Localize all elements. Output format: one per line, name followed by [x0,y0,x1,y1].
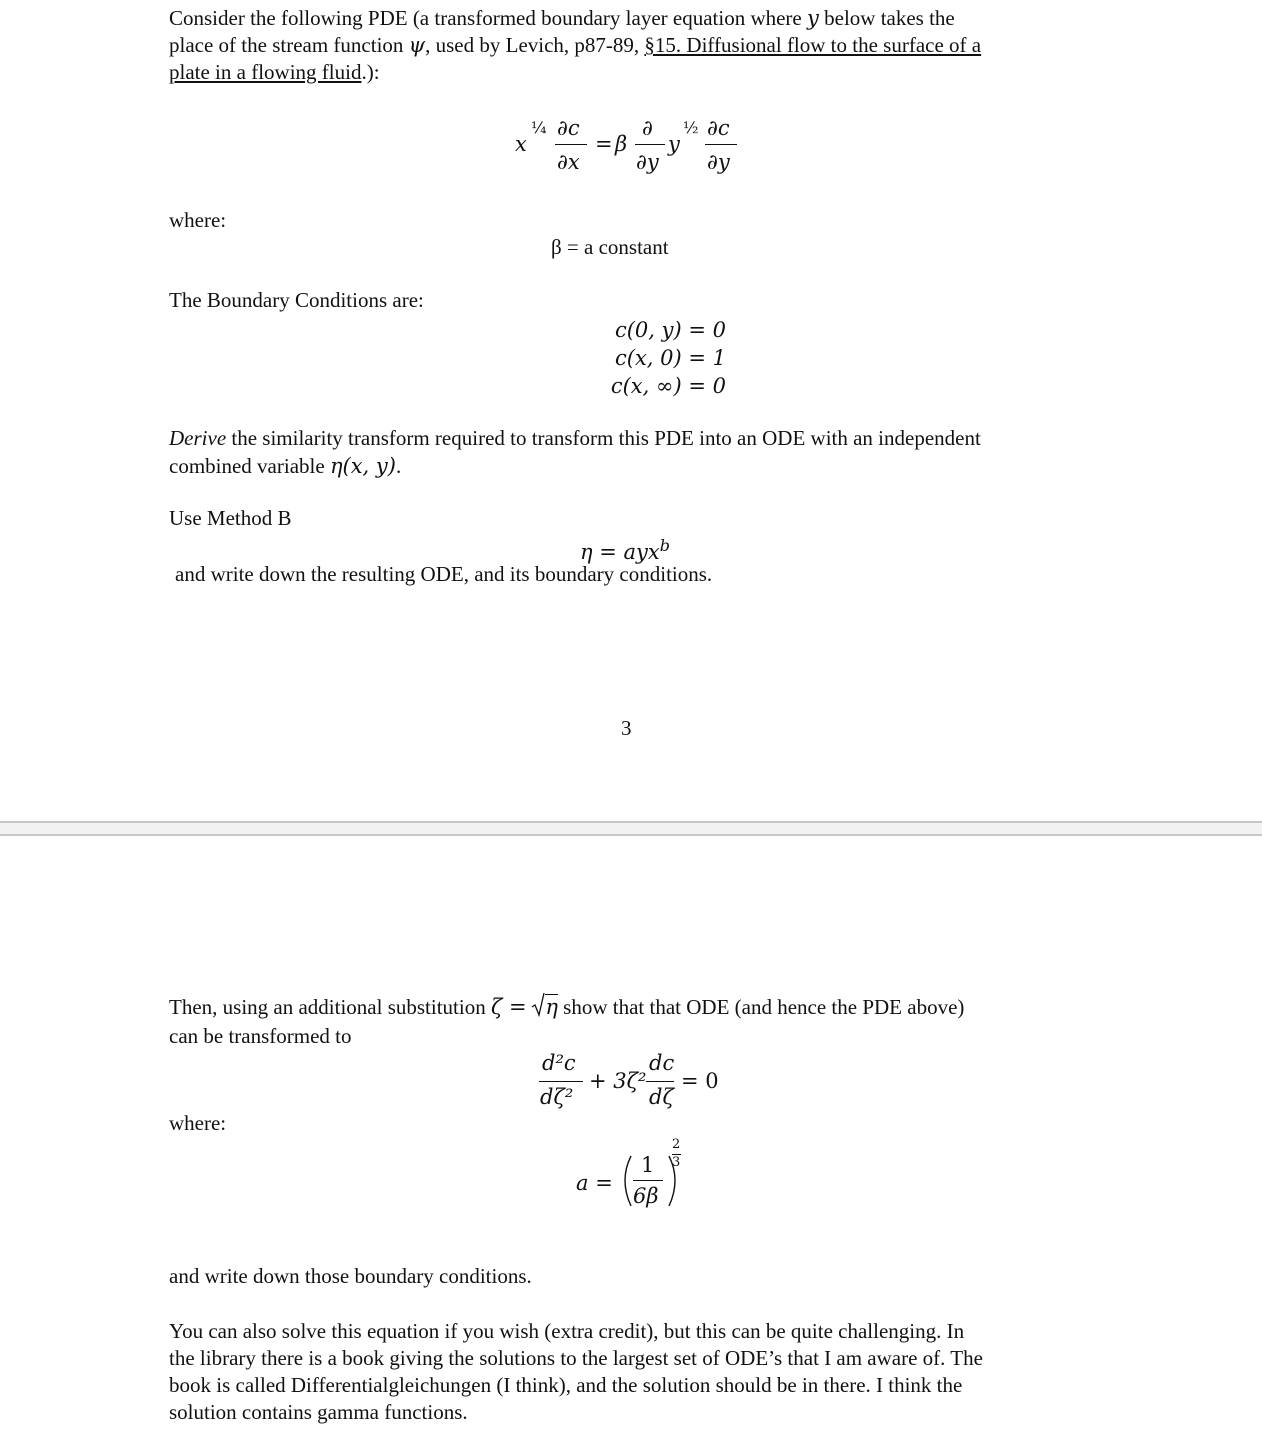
boundary-condition: c(x, 0) = 1 [614,346,726,370]
a-denominator: 6β [633,1184,659,1208]
sqrt-symbol [533,993,558,1022]
eta-transform-lhs: η = ayx [580,540,660,564]
derive-line1-text: the similarity transform required to transform this PDE into an ODE with an independent [226,426,981,450]
pde-beta: β [615,132,628,156]
then-equals: = [502,995,534,1019]
extra-credit-line: book is called Differentialgleichungen (I think), and the solution should be in there. I think the [169,1373,963,1397]
pde-fraction-bar-2 [635,144,665,145]
pde-equals: = [595,132,613,156]
var-zeta: ζ [490,995,503,1019]
beta-definition: β = a constant [551,235,669,259]
levich-reference-link-cont[interactable]: plate in a flowing fluid [169,60,362,84]
pde-dc2-numerator: ∂c [707,116,730,140]
pde-y: y [668,132,680,156]
eta-transform-exponent: b [659,536,671,555]
eta-transform [580,536,670,564]
intro-line2-mid: , used by Levich, p87-89, [425,33,645,57]
then-paragraph [169,993,964,1051]
intro-line1-end: below takes the [818,6,955,30]
page-separator-bottom [0,834,1262,836]
write-down-instruction: and write down the resulting ODE, and its boundary conditions. [175,562,713,586]
var-psi: ψ [408,33,426,57]
pde-dy-denominator: ∂y [636,150,659,174]
extra-credit-line: You can also solve this equation if you wish (extra credit), but this can be quite challenging. In [169,1319,965,1343]
boundary-condition: c(x, ∞) = 0 [610,374,726,398]
a-fraction-bar [633,1180,663,1181]
boundary-conditions-instruction: and write down those boundary conditions. [169,1264,532,1288]
intro-paragraph [169,5,981,86]
where-label-2: where: [169,1111,227,1135]
pde-d-numerator: ∂ [642,116,653,140]
derive-word: Derive [169,426,227,450]
page-number: 3 [621,716,632,740]
page-gap [0,823,1262,834]
derive-paragraph [169,424,981,480]
extra-credit-line: solution contains gamma functions. [169,1400,468,1424]
ode-numerator-1: d²c [542,1051,576,1075]
extra-credit-paragraph [169,1318,983,1426]
var-eta-xy: η(x, y) [329,454,396,478]
intro-line1-text: Consider the following PDE (a transformed boundary layer equation where [169,6,807,30]
var-y: y [807,6,819,30]
ode-fraction-bar-1 [539,1081,583,1082]
pde-dc-numerator: ∂c [557,116,580,140]
method-label: Use Method B [169,506,292,530]
a-lhs: a = [576,1171,613,1195]
a-exponent-denominator: 3 [672,1155,681,1170]
pde-x: x [515,132,527,156]
a-numerator: 1 [641,1153,655,1177]
pde-dy2-denominator: ∂y [707,150,730,174]
intro-line2-text: place of the stream function [169,33,409,57]
ode-fraction-bar-2 [646,1081,674,1082]
derive-line2-end: . [395,454,402,478]
sqrt-argument: η [545,995,558,1019]
sqrt-icon [531,991,545,1017]
ode-denominator-2: dζ [649,1085,674,1109]
then-line1-text: Then, using an additional substitution [169,995,491,1019]
ode-middle-term: + 3ζ² [589,1069,647,1093]
boundary-conditions-list [606,316,726,400]
a-exponent-numerator: 2 [672,1137,681,1152]
then-line2-text: can be transformed to [169,1024,352,1048]
pde-fraction-bar-1 [555,144,587,145]
intro-line3-end: .): [361,60,380,84]
levich-reference-link[interactable]: §15. Diffusional flow to the surface of a [644,33,982,57]
derive-line2-text: combined variable [169,454,330,478]
ode-denominator-1: dζ² [540,1085,574,1109]
ode-numerator-2: dc [649,1051,675,1075]
pde-dx-denominator: ∂x [557,150,580,174]
pde-x-exponent: ¼ [531,118,547,137]
extra-credit-line: the library there is a book giving the solutions to the largest set of ODE’s that I am aware of. The [169,1346,983,1370]
pde-y-exponent: ½ [683,118,699,137]
then-line1-end: show that that ODE (and hence the PDE above) [557,995,965,1019]
ode-rhs: = 0 [681,1069,719,1093]
where-label-1: where: [169,208,227,232]
boundary-conditions-label: The Boundary Conditions are: [169,288,424,312]
boundary-condition: c(0, y) = 0 [614,318,726,342]
pde-fraction-bar-3 [705,144,737,145]
